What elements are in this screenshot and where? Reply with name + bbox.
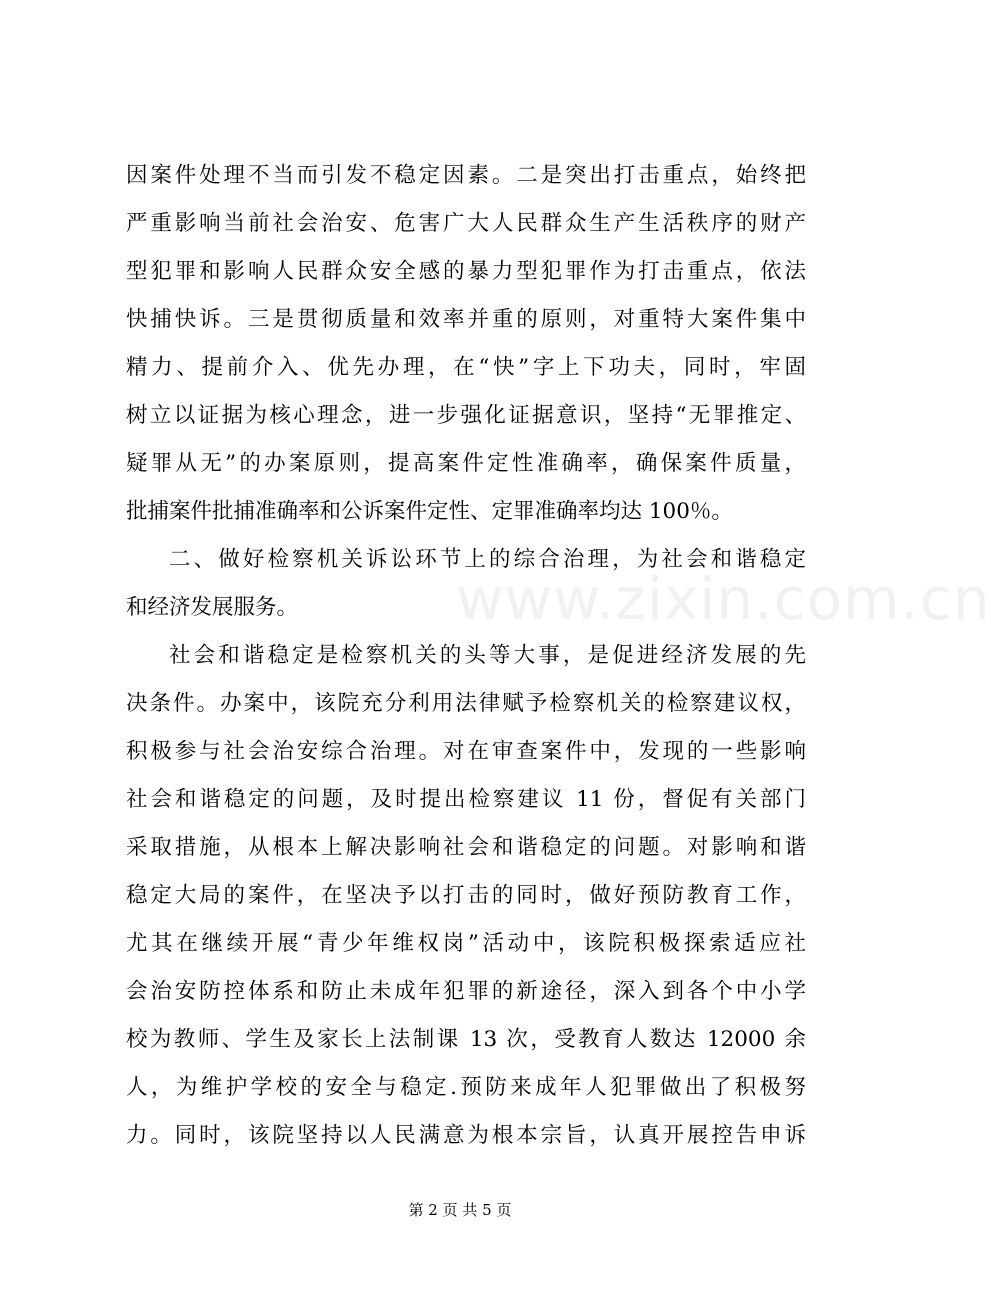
text-line: 积极参与社会治安综合治理。对在审查案件中，发现的一些影响	[126, 739, 806, 764]
text-line: 精力、提前介入、优先办理，在“快”字上下功夫，同时，牢固	[126, 355, 806, 380]
text-line: 严重影响当前社会治安、危害广大人民群众生产生活秩序的财产	[126, 211, 806, 236]
text-line: 校为教师、学生及家长上法制课 13 次，受教育人数达 12000 余	[126, 1027, 806, 1052]
text-line: 采取措施，从根本上解决影响社会和谐稳定的问题。对影响和谐	[126, 835, 806, 860]
page-footer	[0, 1200, 920, 1220]
text-line: 社会和谐稳定的问题，及时提出检察建议 11 份，督促有关部门	[126, 787, 806, 812]
section-heading-line: 和经济发展服务。	[126, 595, 299, 620]
text-line: 尤其在继续开展“青少年维权岗”活动中，该院积极探索适应社	[126, 931, 806, 956]
text-line: 人，为维护学校的安全与稳定.预防来成年人犯罪做出了积极努	[126, 1075, 806, 1100]
text-line: 社会和谐稳定是检察机关的头等大事，是促进经济发展的先	[169, 643, 806, 668]
body-text	[126, 152, 806, 1160]
text-line: 快捕快诉。三是贯彻质量和效率并重的原则，对重特大案件集中	[126, 307, 806, 332]
text-line: 型犯罪和影响人民群众安全感的暴力型犯罪作为打击重点，依法	[126, 259, 806, 284]
text-line: 树立以证据为核心理念，进一步强化证据意识，坚持“无罪推定、	[126, 403, 806, 428]
text-line: 力。同时，该院坚持以人民满意为根本宗旨，认真开展控告申诉	[126, 1123, 806, 1148]
text-line: 稳定大局的案件，在坚决予以打击的同时，做好预防教育工作，	[126, 883, 806, 908]
text-line: 决条件。办案中，该院充分利用法律赋予检察机关的检察建议权，	[126, 691, 806, 716]
text-line: 因案件处理不当而引发不稳定因素。二是突出打击重点，始终把	[126, 163, 806, 188]
section-heading-line: 二、做好检察机关诉讼环节上的综合治理，为社会和谐稳定	[169, 547, 806, 572]
page-number: 第 2 页 共 5 页	[408, 1201, 512, 1219]
text-line: 批捕案件批捕准确率和公诉案件定性、定罪准确率均达 100％。	[126, 499, 733, 524]
text-line: 疑罪从无”的办案原则，提高案件定性准确率，确保案件质量，	[126, 451, 806, 476]
watermark: www.zixin.com.cn	[456, 565, 991, 633]
text-line: 会治安防控体系和防止未成年犯罪的新途径，深入到各个中小学	[126, 979, 806, 1004]
